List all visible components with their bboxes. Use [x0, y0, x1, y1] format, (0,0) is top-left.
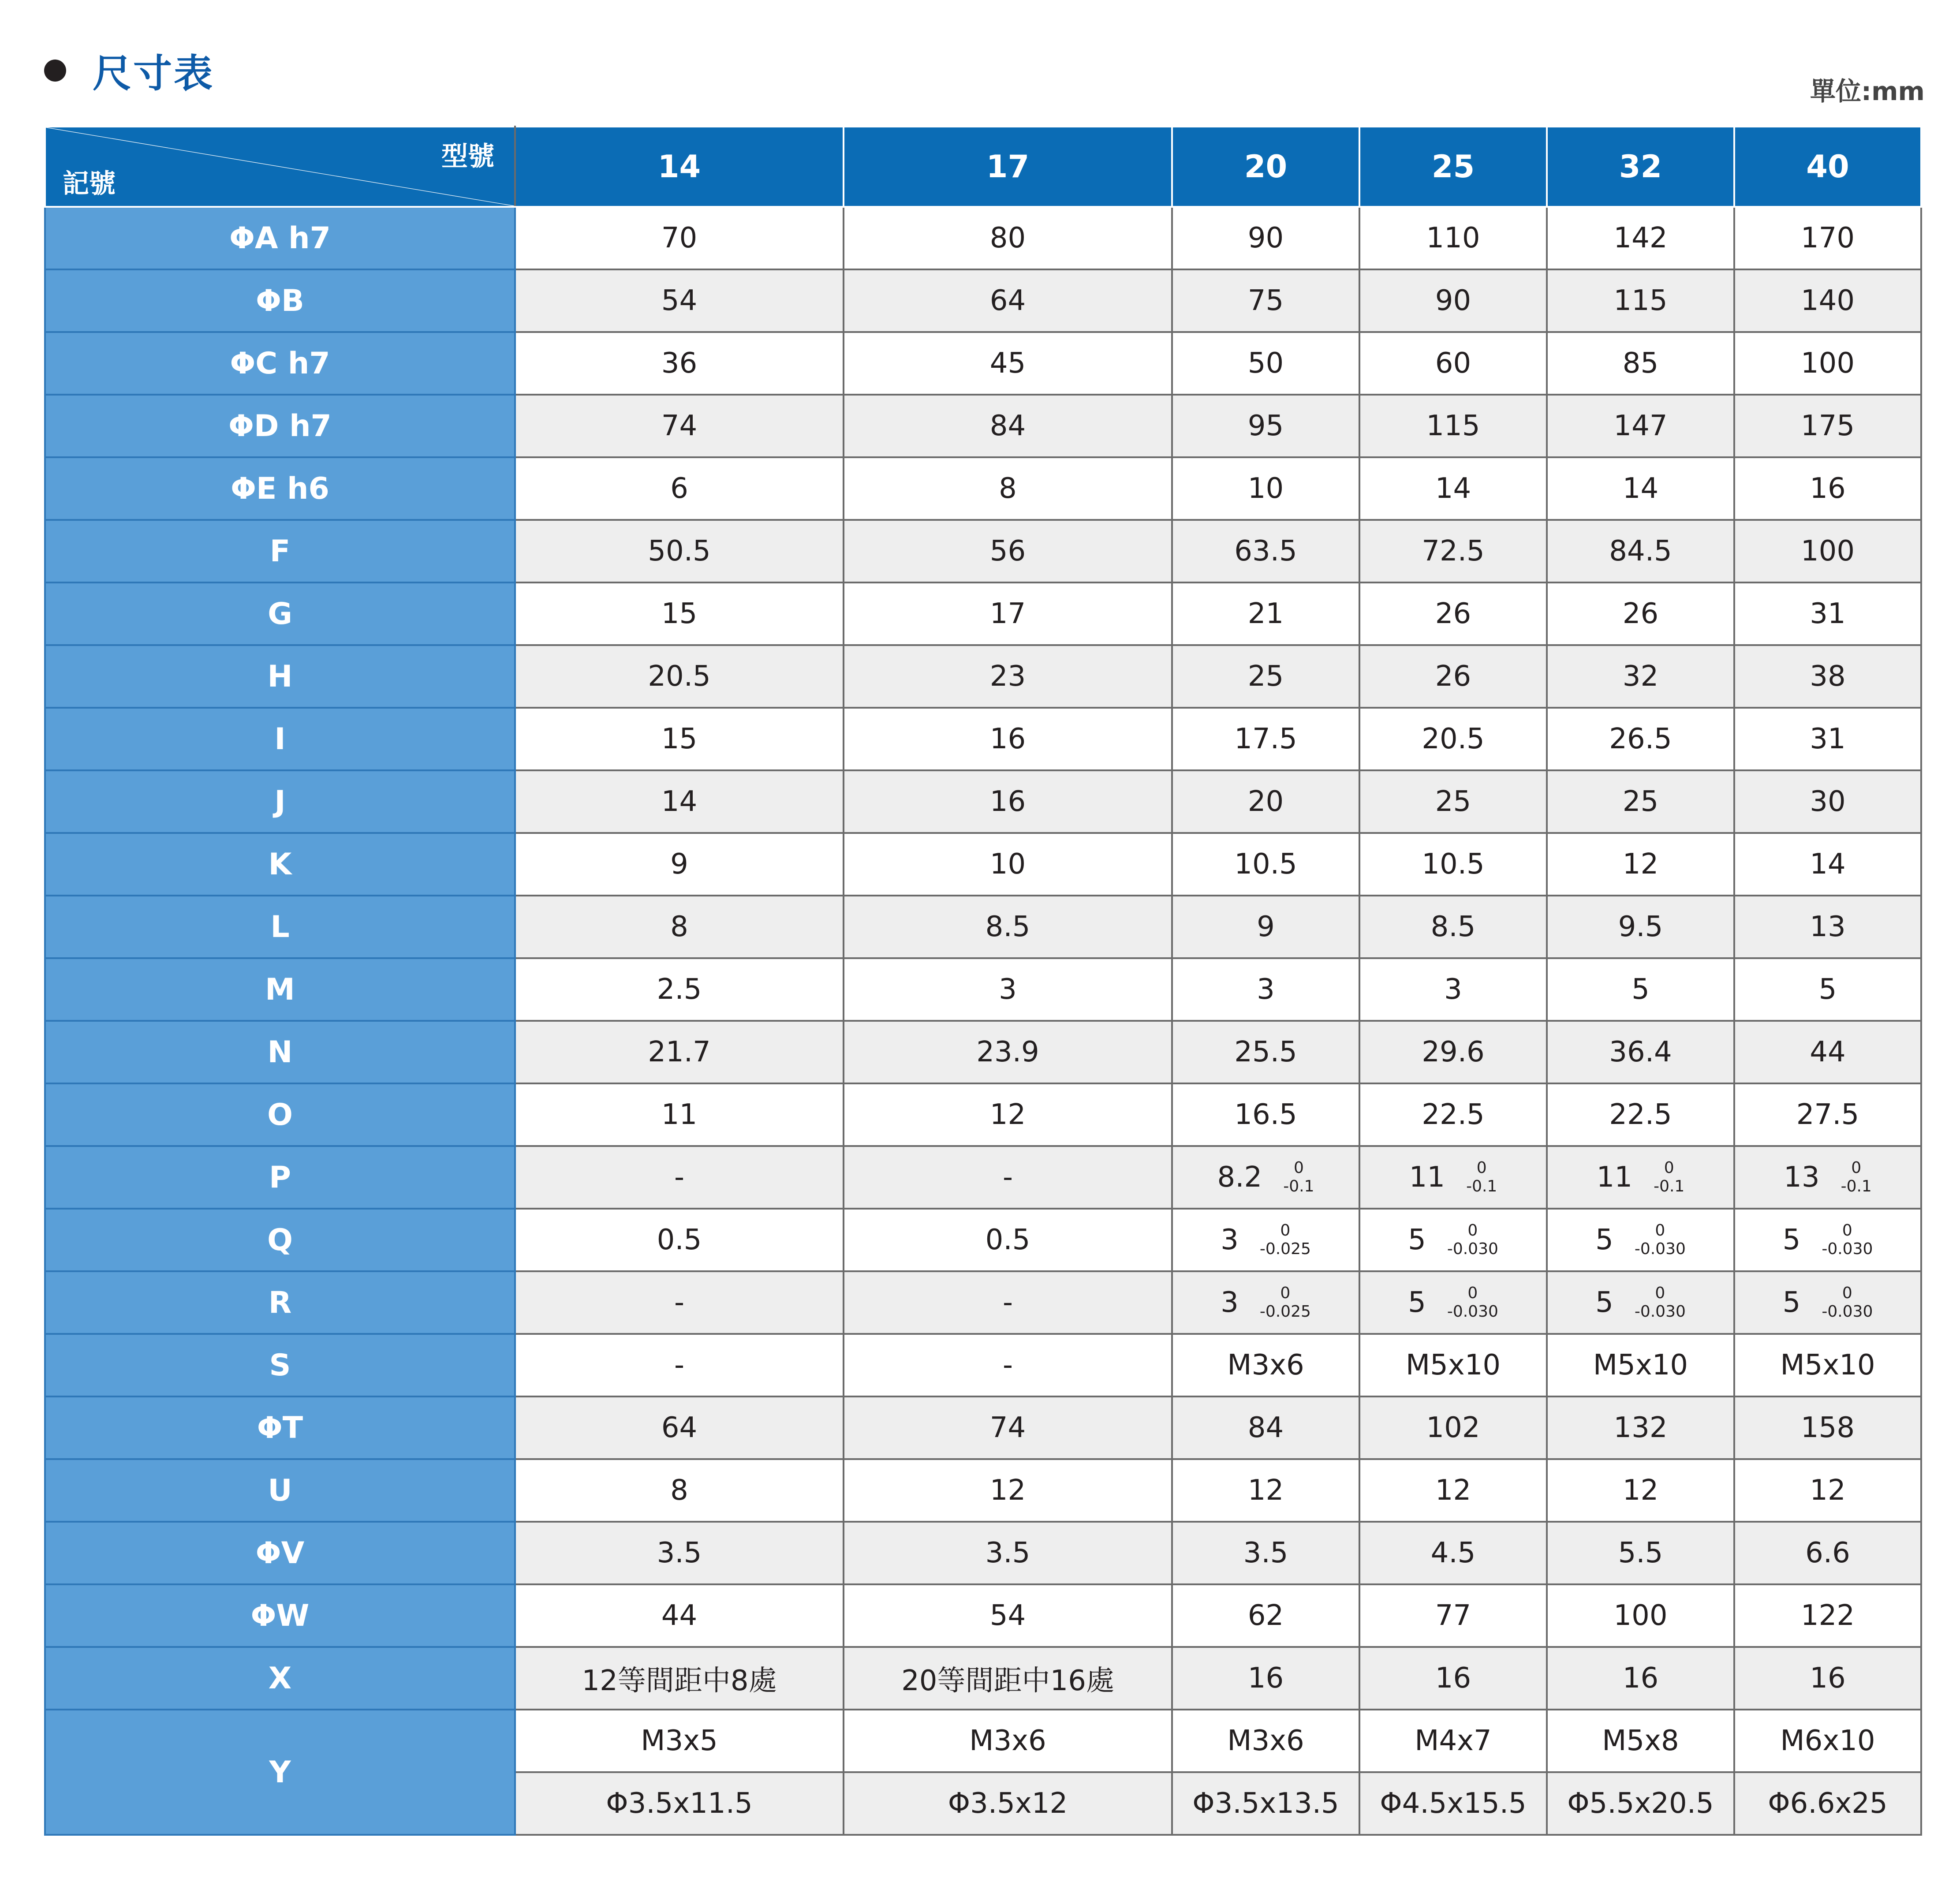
table-cell: 0.5	[515, 1209, 844, 1271]
row-label: X	[45, 1647, 515, 1710]
row-label: M	[45, 958, 515, 1021]
table-cell: 20.5	[515, 645, 844, 708]
table-cell: 10	[1172, 457, 1359, 520]
table-cell: 10.5	[1172, 833, 1359, 896]
table-cell: 8	[515, 896, 844, 958]
table-cell: 0.5	[844, 1209, 1172, 1271]
table-cell: 16	[1734, 1647, 1921, 1710]
table-cell: 12	[1547, 833, 1734, 896]
upper-deviation: 0	[1467, 1284, 1478, 1302]
table-cell: 12	[1172, 1459, 1359, 1522]
table-row	[45, 770, 1921, 833]
table-cell: 14	[515, 770, 844, 833]
table-cell: 29.6	[1359, 1021, 1547, 1083]
lower-deviation: -0.030	[1447, 1303, 1498, 1321]
tolerance-cell	[1172, 1209, 1359, 1271]
table-cell: 20.5	[1359, 708, 1547, 770]
column-header: 25	[1359, 127, 1547, 207]
table-cell: 16	[844, 708, 1172, 770]
table-cell: 10.5	[1359, 833, 1547, 896]
table-cell: 3.5	[515, 1522, 844, 1584]
nominal-value: 5	[1408, 1286, 1426, 1319]
table-cell: 13	[1734, 896, 1921, 958]
table-row	[45, 582, 1921, 645]
table-cell: 90	[1172, 207, 1359, 269]
table-cell: 32	[1547, 645, 1734, 708]
table-cell: M6x10	[1734, 1710, 1921, 1772]
table-cell: 12	[844, 1083, 1172, 1146]
table-row	[45, 1522, 1921, 1584]
table-cell: 8	[515, 1459, 844, 1522]
corner-header-cell	[45, 127, 515, 207]
table-row	[45, 896, 1921, 958]
nominal-value: 11	[1596, 1161, 1633, 1194]
upper-deviation: 0	[1664, 1159, 1674, 1177]
row-label: ΦW	[45, 1584, 515, 1647]
table-row	[45, 1209, 1921, 1271]
tolerance-cell	[1359, 1271, 1547, 1334]
lower-deviation: -0.1	[1654, 1177, 1685, 1195]
table-row	[45, 457, 1921, 520]
upper-deviation: 0	[1476, 1159, 1487, 1177]
table-cell: M4x7	[1359, 1710, 1547, 1772]
table-cell: 26.5	[1547, 708, 1734, 770]
upper-deviation: 0	[1280, 1221, 1291, 1240]
table-cell: 3.5	[1172, 1522, 1359, 1584]
row-label: P	[45, 1146, 515, 1209]
nominal-value: 5	[1782, 1286, 1801, 1319]
table-row	[45, 1396, 1921, 1459]
tolerance-value	[1595, 1221, 1686, 1258]
tolerance-value	[1783, 1284, 1873, 1321]
table-cell: 16	[1359, 1647, 1547, 1710]
dimension-table	[44, 126, 1922, 1836]
table-cell: -	[515, 1334, 844, 1396]
table-cell: 16	[1547, 1647, 1734, 1710]
table-row	[45, 1584, 1921, 1647]
table-cell: 122	[1734, 1584, 1921, 1647]
table-row	[45, 1146, 1921, 1209]
table-body	[45, 207, 1921, 1835]
table-cell: 14	[1547, 457, 1734, 520]
table-cell: 80	[844, 207, 1172, 269]
header-row	[45, 127, 1921, 207]
table-cell: M5x8	[1547, 1710, 1734, 1772]
row-label: ΦE h6	[45, 457, 515, 520]
table-cell: 50	[1172, 332, 1359, 395]
table-cell: 22.5	[1359, 1083, 1547, 1146]
row-label: ΦT	[45, 1396, 515, 1459]
tolerance-cell	[1734, 1271, 1921, 1334]
tolerance-cell	[1359, 1146, 1547, 1209]
table-cell: 9	[1172, 896, 1359, 958]
table-cell: -	[844, 1271, 1172, 1334]
upper-deviation: 0	[1842, 1284, 1852, 1302]
table-cell: 44	[1734, 1021, 1921, 1083]
table-cell: 44	[515, 1584, 844, 1647]
table-cell: -	[515, 1146, 844, 1209]
table-cell: 17	[844, 582, 1172, 645]
table-cell: 84	[844, 395, 1172, 457]
table-cell: M5x10	[1734, 1334, 1921, 1396]
table-cell: 12等間距中8處	[515, 1647, 844, 1710]
row-label: S	[45, 1334, 515, 1396]
row-label: L	[45, 896, 515, 958]
column-header: 20	[1172, 127, 1359, 207]
table-cell: 56	[844, 520, 1172, 582]
bullet-icon	[44, 60, 66, 82]
table-row	[45, 269, 1921, 332]
table-cell: 50.5	[515, 520, 844, 582]
table-row	[45, 1647, 1921, 1710]
table-row	[45, 520, 1921, 582]
tolerance-stack	[1841, 1159, 1872, 1196]
table-cell: 25	[1547, 770, 1734, 833]
table-cell: M3x6	[844, 1710, 1172, 1772]
row-label: I	[45, 708, 515, 770]
row-label: H	[45, 645, 515, 708]
table-cell: 23.9	[844, 1021, 1172, 1083]
tolerance-stack	[1654, 1159, 1684, 1196]
row-label: K	[45, 833, 515, 896]
table-cell: -	[844, 1334, 1172, 1396]
row-label: O	[45, 1083, 515, 1146]
nominal-value: 5	[1595, 1286, 1613, 1319]
table-cell: 16.5	[1172, 1083, 1359, 1146]
table-row	[45, 1459, 1921, 1522]
lower-deviation: -0.030	[1822, 1303, 1873, 1321]
table-cell: 5	[1547, 958, 1734, 1021]
upper-deviation: 0	[1655, 1221, 1665, 1240]
table-cell: 62	[1172, 1584, 1359, 1647]
table-cell: 158	[1734, 1396, 1921, 1459]
tolerance-value	[1783, 1221, 1873, 1258]
table-cell: 4.5	[1359, 1522, 1547, 1584]
column-header: 32	[1547, 127, 1734, 207]
nominal-value: 8.2	[1217, 1161, 1262, 1194]
tolerance-value	[1221, 1284, 1311, 1321]
table-cell: -	[844, 1146, 1172, 1209]
table-cell: 77	[1359, 1584, 1547, 1647]
row-label: Q	[45, 1209, 515, 1271]
table-cell: 95	[1172, 395, 1359, 457]
upper-deviation: 0	[1467, 1221, 1478, 1240]
table-row	[45, 1083, 1921, 1146]
row-label: ΦA h7	[45, 207, 515, 269]
upper-deviation: 0	[1293, 1159, 1304, 1177]
table-cell: 25	[1172, 645, 1359, 708]
table-cell: 170	[1734, 207, 1921, 269]
lower-deviation: -0.025	[1259, 1240, 1311, 1258]
table-cell: 100	[1547, 1584, 1734, 1647]
table-cell: 110	[1359, 207, 1547, 269]
table-cell: 31	[1734, 708, 1921, 770]
table-cell: 31	[1734, 582, 1921, 645]
column-header: 40	[1734, 127, 1921, 207]
lower-deviation: -0.030	[1634, 1240, 1686, 1258]
column-header: 17	[844, 127, 1172, 207]
lower-deviation: -0.030	[1447, 1240, 1498, 1258]
table-cell: 14	[1359, 457, 1547, 520]
lower-deviation: -0.025	[1259, 1303, 1311, 1321]
table-cell: 12	[844, 1459, 1172, 1522]
tolerance-value	[1784, 1159, 1872, 1196]
table-row	[45, 1334, 1921, 1396]
table-cell: M3x5	[515, 1710, 844, 1772]
tolerance-value	[1409, 1159, 1497, 1196]
table-cell: M3x6	[1172, 1710, 1359, 1772]
table-row	[45, 1710, 1921, 1772]
table-cell: Φ3.5x13.5	[1172, 1772, 1359, 1835]
table-cell: -	[515, 1271, 844, 1334]
row-label: F	[45, 520, 515, 582]
upper-deviation: 0	[1280, 1284, 1291, 1302]
table-cell: 16	[1734, 457, 1921, 520]
table-cell: Φ5.5x20.5	[1547, 1772, 1734, 1835]
table-cell: 3	[1172, 958, 1359, 1021]
tolerance-cell	[1734, 1146, 1921, 1209]
table-cell: 84.5	[1547, 520, 1734, 582]
table-cell: 26	[1359, 645, 1547, 708]
table-cell: 175	[1734, 395, 1921, 457]
table-cell: 54	[844, 1584, 1172, 1647]
row-label: J	[45, 770, 515, 833]
tolerance-stack	[1260, 1221, 1311, 1258]
table-cell: 142	[1547, 207, 1734, 269]
tolerance-stack	[1260, 1284, 1311, 1321]
table-cell: 45	[844, 332, 1172, 395]
table-cell: Φ3.5x11.5	[515, 1772, 844, 1835]
table-cell: 36.4	[1547, 1021, 1734, 1083]
table-cell: Φ4.5x15.5	[1359, 1772, 1547, 1835]
table-cell: 17.5	[1172, 708, 1359, 770]
unit-label: 單位:mm	[1810, 76, 1925, 106]
table-cell: 8.5	[1359, 896, 1547, 958]
table-cell: 90	[1359, 269, 1547, 332]
row-label: G	[45, 582, 515, 645]
tolerance-cell	[1547, 1271, 1734, 1334]
nominal-value: 5	[1595, 1224, 1613, 1256]
table-cell: M5x10	[1547, 1334, 1734, 1396]
lower-deviation: -0.030	[1822, 1240, 1873, 1258]
table-cell: 27.5	[1734, 1083, 1921, 1146]
lower-deviation: -0.030	[1634, 1303, 1686, 1321]
tolerance-stack	[1447, 1284, 1498, 1321]
table-cell: 38	[1734, 645, 1921, 708]
table-cell: 115	[1547, 269, 1734, 332]
table-cell: 6.6	[1734, 1522, 1921, 1584]
table-cell: 26	[1359, 582, 1547, 645]
tolerance-cell	[1547, 1209, 1734, 1271]
table-cell: 11	[515, 1083, 844, 1146]
table-cell: 85	[1547, 332, 1734, 395]
table-row	[45, 207, 1921, 269]
table-cell: 115	[1359, 395, 1547, 457]
tolerance-cell	[1172, 1271, 1359, 1334]
table-cell: 3	[1359, 958, 1547, 1021]
tolerance-value	[1217, 1159, 1314, 1196]
table-cell: 8.5	[844, 896, 1172, 958]
table-cell: 20等間距中16處	[844, 1647, 1172, 1710]
tolerance-stack	[1466, 1159, 1497, 1196]
row-label: ΦB	[45, 269, 515, 332]
table-cell: 74	[844, 1396, 1172, 1459]
table-cell: 16	[844, 770, 1172, 833]
table-cell: 132	[1547, 1396, 1734, 1459]
row-label: U	[45, 1459, 515, 1522]
tolerance-stack	[1822, 1221, 1873, 1258]
row-label: R	[45, 1271, 515, 1334]
table-cell: 5	[1734, 958, 1921, 1021]
table-cell: 64	[515, 1396, 844, 1459]
table-cell: 21.7	[515, 1021, 844, 1083]
table-row	[45, 833, 1921, 896]
tolerance-cell	[1734, 1209, 1921, 1271]
tolerance-stack	[1635, 1284, 1686, 1321]
row-label: ΦC h7	[45, 332, 515, 395]
row-label: N	[45, 1021, 515, 1083]
table-cell: 26	[1547, 582, 1734, 645]
table-cell: 147	[1547, 395, 1734, 457]
table-cell: 6	[515, 457, 844, 520]
table-cell: 10	[844, 833, 1172, 896]
table-cell: 70	[515, 207, 844, 269]
table-cell: 8	[844, 457, 1172, 520]
table-cell: 15	[515, 708, 844, 770]
tolerance-stack	[1822, 1284, 1873, 1321]
nominal-value: 11	[1409, 1161, 1445, 1194]
table-cell: 12	[1547, 1459, 1734, 1522]
table-cell: 100	[1734, 332, 1921, 395]
corner-model-label: 型號	[441, 141, 494, 172]
upper-deviation: 0	[1655, 1284, 1665, 1302]
section-heading	[44, 42, 214, 99]
table-cell: 23	[844, 645, 1172, 708]
corner-symbol-label: 記號	[63, 168, 116, 199]
tolerance-stack	[1283, 1159, 1314, 1196]
table-cell: 100	[1734, 520, 1921, 582]
table-cell: 12	[1734, 1459, 1921, 1522]
lower-deviation: -0.1	[1466, 1177, 1497, 1195]
nominal-value: 5	[1408, 1224, 1426, 1256]
upper-deviation: 0	[1842, 1221, 1852, 1240]
table-cell: 74	[515, 395, 844, 457]
table-cell: 64	[844, 269, 1172, 332]
table-cell: 72.5	[1359, 520, 1547, 582]
page-title: 尺寸表	[93, 51, 215, 96]
table-cell: 36	[515, 332, 844, 395]
table-cell: 25.5	[1172, 1021, 1359, 1083]
table-row	[45, 1271, 1921, 1334]
table-cell: 63.5	[1172, 520, 1359, 582]
row-label: ΦD h7	[45, 395, 515, 457]
table-cell: 30	[1734, 770, 1921, 833]
tolerance-value	[1595, 1284, 1686, 1321]
nominal-value: 5	[1782, 1224, 1801, 1256]
table-row	[45, 708, 1921, 770]
table-row	[45, 958, 1921, 1021]
tolerance-cell	[1172, 1146, 1359, 1209]
table-row	[45, 332, 1921, 395]
table-cell: Φ6.6x25	[1734, 1772, 1921, 1835]
table-cell: 12	[1359, 1459, 1547, 1522]
table-row	[45, 395, 1921, 457]
nominal-value: 13	[1784, 1161, 1820, 1194]
table-cell: 84	[1172, 1396, 1359, 1459]
table-cell: 9	[515, 833, 844, 896]
nominal-value: 3	[1221, 1224, 1239, 1256]
tolerance-stack	[1635, 1221, 1686, 1258]
tolerance-cell	[1547, 1146, 1734, 1209]
table-cell: 5.5	[1547, 1522, 1734, 1584]
table-cell: 54	[515, 269, 844, 332]
tolerance-value	[1408, 1221, 1498, 1258]
lower-deviation: -0.1	[1841, 1177, 1872, 1195]
table-cell: 3.5	[844, 1522, 1172, 1584]
upper-deviation: 0	[1851, 1159, 1862, 1177]
tolerance-value	[1221, 1221, 1311, 1258]
table-cell: 9.5	[1547, 896, 1734, 958]
tolerance-cell	[1359, 1209, 1547, 1271]
table-cell: 102	[1359, 1396, 1547, 1459]
table-row	[45, 1021, 1921, 1083]
table-cell: 25	[1359, 770, 1547, 833]
row-label: Y	[45, 1710, 515, 1835]
tolerance-value	[1408, 1284, 1498, 1321]
table-cell: M3x6	[1172, 1334, 1359, 1396]
table-cell: 20	[1172, 770, 1359, 833]
tolerance-stack	[1447, 1221, 1498, 1258]
table-cell: M5x10	[1359, 1334, 1547, 1396]
table-cell: 15	[515, 582, 844, 645]
table-cell: 14	[1734, 833, 1921, 896]
table-cell: 16	[1172, 1647, 1359, 1710]
table-cell: Φ3.5x12	[844, 1772, 1172, 1835]
lower-deviation: -0.1	[1283, 1177, 1314, 1195]
table-cell: 75	[1172, 269, 1359, 332]
column-header: 14	[515, 127, 844, 207]
table-row	[45, 645, 1921, 708]
table-cell: 140	[1734, 269, 1921, 332]
table-cell: 2.5	[515, 958, 844, 1021]
table-cell: 21	[1172, 582, 1359, 645]
table-cell: 3	[844, 958, 1172, 1021]
table-cell: 22.5	[1547, 1083, 1734, 1146]
tolerance-value	[1597, 1159, 1685, 1196]
row-label: ΦV	[45, 1522, 515, 1584]
table-cell: 60	[1359, 332, 1547, 395]
nominal-value: 3	[1221, 1286, 1239, 1319]
